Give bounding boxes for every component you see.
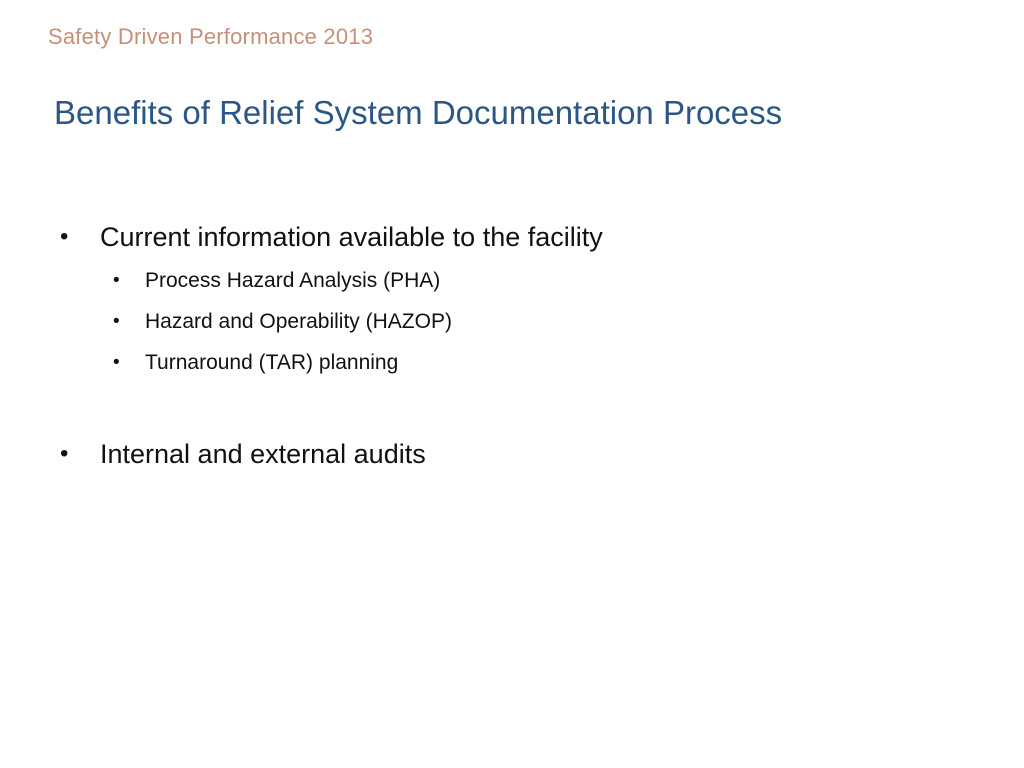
bullet-marker: • <box>60 440 69 467</box>
sub-bullet-text: Turnaround (TAR) planning <box>145 351 399 374</box>
sub-bullet-list <box>60 260 960 383</box>
sub-bullet-item <box>60 342 960 383</box>
spacer <box>60 383 960 435</box>
header-brand: Safety Driven Performance 2013 <box>48 24 374 49</box>
sub-bullet-text: Hazard and Operability (HAZOP) <box>145 310 452 333</box>
bullet-text: Current information available to the facility <box>100 222 603 252</box>
sub-bullet-text: Process Hazard Analysis (PHA) <box>145 269 441 292</box>
bullet-marker: • <box>113 270 120 291</box>
bullet-marker: • <box>60 223 69 250</box>
bullet-item <box>60 218 960 256</box>
sub-bullet-item <box>60 260 960 301</box>
bullet-text: Internal and external audits <box>100 439 426 469</box>
bullet-item <box>60 435 960 473</box>
slide-title: Benefits of Relief System Documentation Process <box>54 94 783 131</box>
bullet-marker: • <box>113 311 120 332</box>
bullet-marker: • <box>113 352 120 373</box>
bullet-list <box>60 218 960 473</box>
sub-bullet-item <box>60 301 960 342</box>
